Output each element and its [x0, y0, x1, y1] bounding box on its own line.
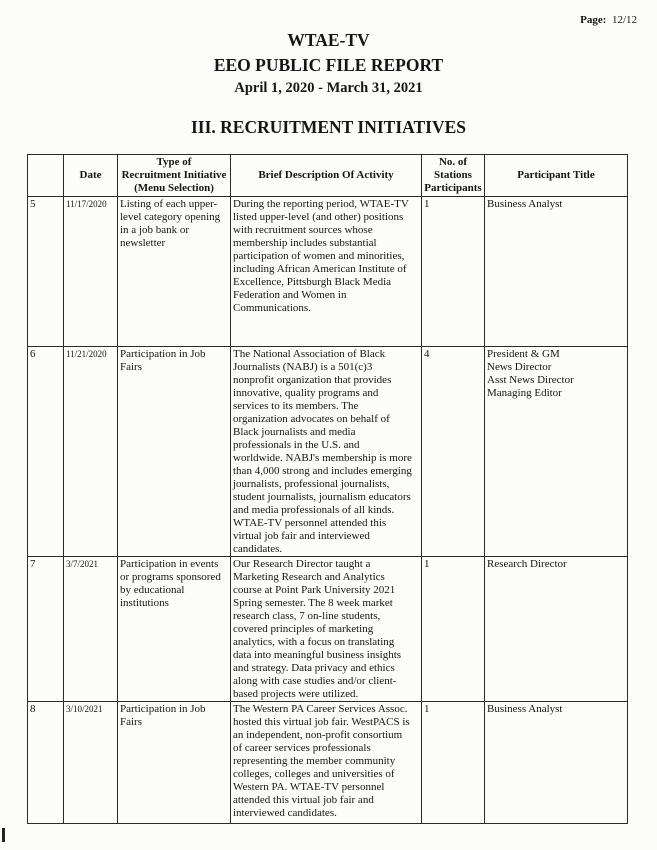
cell-participants: 1	[422, 557, 485, 702]
desc-line: interviewed candidates.	[233, 807, 337, 819]
type-line: by educational	[120, 584, 185, 596]
desc-line: including African American Institute of	[233, 263, 407, 275]
desc-line: Journalists (NABJ) is a 501(c)3	[233, 361, 373, 373]
desc-line: membership includes substantial	[233, 237, 377, 249]
cell-description	[231, 702, 422, 824]
cell-date: 11/21/2020	[64, 347, 118, 557]
desc-line: Spring semester. The 8 week market	[233, 597, 393, 609]
report-title: EEO PUBLIC FILE REPORT	[213, 55, 444, 75]
col-header-description: Brief Description Of Activity	[231, 155, 422, 197]
desc-line: covered principles of marketing	[233, 623, 374, 635]
type-line: Fairs	[120, 361, 142, 373]
cell-type	[118, 347, 231, 557]
col-header-type	[118, 155, 231, 197]
table-row	[28, 347, 628, 557]
station-title: WTAE-TV	[287, 30, 370, 50]
cell-title	[485, 347, 628, 557]
desc-line: services to its members. The	[233, 400, 359, 412]
cell-description	[231, 347, 422, 557]
desc-line: Our Research Director taught a	[233, 558, 371, 570]
type-line: Listing of each upper-	[120, 198, 218, 210]
col-header-type-line: (Menu Selection)	[134, 182, 214, 194]
cell-participants: 1	[422, 702, 485, 824]
desc-line: data into meaningful business insights	[233, 649, 402, 661]
type-line: Participation in events	[120, 558, 219, 570]
desc-line: listed upper-level (and other) positions	[233, 211, 404, 223]
cell-title	[485, 197, 628, 347]
type-line: in a job bank or	[120, 224, 190, 236]
col-header-type-line: Recruitment Initiative	[121, 169, 227, 181]
title-line: Managing Editor	[487, 387, 562, 399]
type-line: Participation in Job	[120, 703, 206, 715]
desc-line: The Western PA Career Services Assoc.	[233, 703, 408, 715]
desc-line: The National Association of Black	[233, 348, 386, 360]
type-line: newsletter	[120, 237, 166, 249]
cell-number: 8	[28, 702, 64, 824]
desc-line: an independent, non-profit consortium	[233, 729, 403, 741]
cell-type	[118, 702, 231, 824]
desc-line: than 4,000 strong and includes emerging	[233, 465, 412, 477]
desc-line: candidates.	[233, 543, 283, 555]
scan-edge-mark	[2, 828, 5, 842]
type-line: Participation in Job	[120, 348, 206, 360]
desc-line: Excellence, Pittsburgh Black Media	[233, 276, 392, 288]
col-header-title: Participant Title	[485, 155, 628, 197]
col-header-date: Date	[64, 155, 118, 197]
recruitment-table	[27, 154, 628, 824]
desc-line: with recruitment sources whose	[233, 224, 373, 236]
title-line: News Director	[487, 361, 552, 373]
desc-line: Federation and Women in	[233, 289, 347, 301]
desc-line: Communications.	[233, 302, 311, 314]
cell-date: 3/10/2021	[64, 702, 118, 824]
desc-line: representing the member community	[233, 755, 396, 767]
desc-line: and strategy. Data privacy and ethics	[233, 662, 395, 674]
title-line: President & GM	[487, 348, 560, 360]
cell-title	[485, 557, 628, 702]
desc-line: research class, 7 on-line students,	[233, 610, 381, 622]
type-line: institutions	[120, 597, 169, 609]
table-row	[28, 702, 628, 824]
type-line: Fairs	[120, 716, 142, 728]
page-value: 12/12	[611, 14, 637, 26]
desc-line: along with case studies and/or client-	[233, 675, 397, 687]
page-number	[580, 14, 637, 26]
cell-number: 6	[28, 347, 64, 557]
cell-number: 5	[28, 197, 64, 347]
title-line: Business Analyst	[487, 198, 563, 210]
cell-description	[231, 557, 422, 702]
col-header-number	[28, 155, 64, 197]
desc-line: course at Point Park University 2021	[233, 584, 396, 596]
desc-line: WTAE-TV personnel attended this	[233, 517, 387, 529]
cell-participants: 4	[422, 347, 485, 557]
desc-line: organization advocates on behalf of	[233, 413, 390, 425]
desc-line: and media professionals of all kinds.	[233, 504, 395, 516]
desc-line: innovative, quality programs and	[233, 387, 379, 399]
cell-description	[231, 197, 422, 347]
desc-line: worldwide. NABJ's membership is more	[233, 452, 412, 464]
table-row	[28, 557, 628, 702]
table-header-row	[28, 155, 628, 197]
cell-type	[118, 557, 231, 702]
col-header-count-line: Stations	[434, 169, 472, 181]
table-row	[28, 197, 628, 347]
cell-date: 3/7/2021	[64, 557, 118, 702]
title-line: Asst News Director	[487, 374, 574, 386]
cell-type	[118, 197, 231, 347]
col-header-participants	[422, 155, 485, 197]
cell-participants: 1	[422, 197, 485, 347]
title-line: Business Analyst	[487, 703, 563, 715]
cell-number: 7	[28, 557, 64, 702]
desc-line: analytics, with a focus on translating	[233, 636, 395, 648]
section-title: III. RECRUITMENT INITIATIVES	[190, 117, 467, 137]
desc-line: participation of women and minorities,	[233, 250, 405, 262]
desc-line: professionals in the U.S. and	[233, 439, 360, 451]
desc-line: Black journalists and media	[233, 426, 356, 438]
desc-line: Western PA. WTAE-TV personnel	[233, 781, 385, 793]
desc-line: During the reporting period, WTAE-TV	[233, 198, 409, 210]
desc-line: Marketing Research and Analytics	[233, 571, 385, 583]
col-header-count-line: No. of	[438, 156, 468, 168]
desc-line: based projects were utilized.	[233, 688, 359, 700]
cell-date: 11/17/2020	[64, 197, 118, 347]
desc-line: of career services professionals	[233, 742, 371, 754]
desc-line: virtual job fair and interviewed	[233, 530, 370, 542]
report-period: April 1, 2020 - March 31, 2021	[234, 80, 423, 96]
desc-line: nonprofit organization that provides	[233, 374, 392, 386]
cell-title	[485, 702, 628, 824]
desc-line: colleges, colleges and universities of	[233, 768, 395, 780]
col-header-count-line: Participants	[424, 182, 482, 194]
col-header-type-line: Type of	[156, 156, 192, 168]
desc-line: hosted this virtual job fair. WestPACS is	[233, 716, 410, 728]
desc-line: journalists, professional journalists,	[233, 478, 390, 490]
desc-line: attended this virtual job fair and	[233, 794, 374, 806]
type-line: or programs sponsored	[120, 571, 221, 583]
title-line: Research Director	[487, 558, 567, 570]
type-line: level category opening	[120, 211, 221, 223]
page-label: Page:	[580, 14, 607, 26]
desc-line: student journalists, journalism educators	[233, 491, 411, 503]
